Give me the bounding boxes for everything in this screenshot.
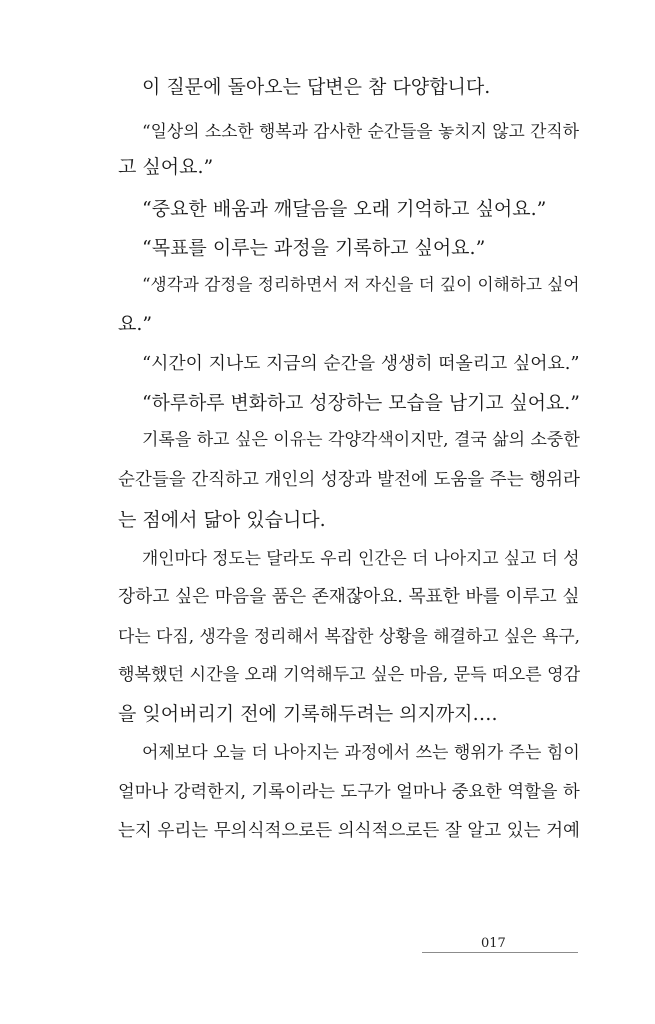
body-text-line: “일상의 소소한 행복과 감사한 순간들을 놓치지 않고 간직하 bbox=[142, 121, 579, 141]
body-text-line: 이 질문에 돌아오는 답변은 참 다양합니다. bbox=[142, 76, 491, 98]
body-text-line: “하루하루 변화하고 성장하는 모습을 남기고 싶어요.” bbox=[142, 392, 580, 414]
body-text-line: 는 점에서 닮아 있습니다. bbox=[118, 509, 326, 531]
body-text-line: 어제보다 오늘 더 나아지는 과정에서 쓰는 행위가 주는 힘이 bbox=[142, 743, 580, 763]
body-text-line: 고 싶어요.” bbox=[118, 156, 214, 178]
body-text-line: “중요한 배움과 깨달음을 오래 기억하고 싶어요.” bbox=[142, 198, 547, 220]
body-text-line: 개인마다 정도는 달라도 우리 인간은 더 나아지고 싶고 더 성 bbox=[142, 548, 580, 568]
body-text-line: 장하고 싶은 마음을 품은 존재잖아요. 목표한 바를 이루고 싶 bbox=[118, 587, 580, 607]
body-text-line: 행복했던 시간을 오래 기억해두고 싶은 마음, 문득 떠오른 영감 bbox=[118, 665, 581, 685]
body-text-line: 다는 다짐, 생각을 정리해서 복잡한 상황을 해결하고 싶은 욕구, bbox=[118, 626, 581, 646]
body-text-line: 을 잊어버리기 전에 기록해두려는 의지까지…. bbox=[118, 703, 498, 725]
body-text-line: “시간이 지나도 지금의 순간을 생생히 떠올리고 싶어요.” bbox=[142, 353, 580, 374]
body-text-line: 요.” bbox=[118, 313, 153, 335]
body-text-line: 기록을 하고 싶은 이유는 각양각색이지만, 결국 삶의 소중한 bbox=[142, 430, 580, 450]
body-text-line: 순간들을 간직하고 개인의 성장과 발전에 도움을 주는 행위라 bbox=[118, 470, 580, 490]
page-number-rule bbox=[422, 952, 578, 953]
body-text-line: 얼마나 강력한지, 기록이라는 도구가 얼마나 중요한 역할을 하 bbox=[118, 782, 580, 802]
body-text-line: 는지 우리는 무의식적으로든 의식적으로든 잘 알고 있는 거예 bbox=[118, 821, 580, 841]
body-text-line: “목표를 이루는 과정을 기록하고 싶어요.” bbox=[142, 237, 486, 259]
body-text-line: “생각과 감정을 정리하면서 저 자신을 더 깊이 이해하고 싶어 bbox=[142, 275, 580, 294]
page-number: 017 bbox=[481, 936, 506, 951]
